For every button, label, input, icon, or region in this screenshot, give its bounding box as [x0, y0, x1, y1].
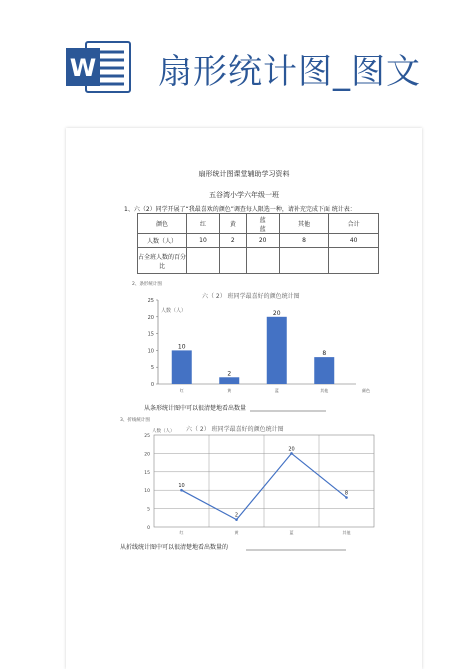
- x-tick-label: 蓝: [289, 530, 294, 535]
- table-cell-text: 蓝: [259, 225, 266, 233]
- bar-chart: [136, 296, 376, 400]
- bar-data-label: 2: [227, 370, 232, 378]
- table-cell: 占全班人数的百分比: [138, 248, 187, 274]
- table-cell: [279, 248, 329, 274]
- banner: [0, 0, 474, 118]
- bar-note-underline: [250, 410, 326, 412]
- line-section-label: 3、折线统计图: [120, 418, 150, 423]
- table-row: [138, 234, 379, 248]
- line-chart-title: 六（ 2） 班同学最喜好的颜色统计图: [186, 426, 284, 433]
- line-note: 从折线统计图中可以很清楚地看出数量的: [120, 544, 229, 551]
- table-cell: 8: [279, 234, 329, 248]
- word-logo-letter: W: [69, 54, 97, 82]
- table-cell: 红: [187, 214, 220, 234]
- stats-table: [137, 213, 379, 274]
- x-tick-label: 其他: [342, 530, 351, 535]
- point-data-label: 10: [178, 483, 185, 490]
- bar-data-label: 8: [322, 350, 327, 358]
- y-tick-label: 25: [144, 434, 150, 439]
- table-cell: [246, 248, 279, 274]
- y-tick-label: 10: [147, 348, 154, 355]
- table-cell: 10: [187, 234, 220, 248]
- y-axis-title: 人数（人）: [152, 429, 175, 434]
- doc-title: 扇形统计图课堂辅助学习资料: [198, 170, 290, 178]
- y-tick-label: 15: [147, 331, 154, 338]
- x-tick-label: 红: [179, 530, 184, 535]
- word-logo-icon: [64, 38, 134, 96]
- bar-data-label: 20: [272, 309, 281, 317]
- y-tick-label: 15: [144, 470, 150, 476]
- table-cell: [246, 214, 279, 234]
- y-tick-label: 5: [150, 365, 154, 372]
- bar-data-label: 10: [177, 343, 186, 351]
- bar: [314, 357, 334, 384]
- y-tick-label: 25: [147, 298, 154, 304]
- x-tick-label: 黄: [227, 388, 232, 393]
- document-page: [66, 128, 422, 669]
- y-axis-title: 人数（人）: [161, 308, 187, 314]
- y-tick-label: 5: [147, 507, 150, 513]
- table-cell: 合计: [329, 214, 379, 234]
- y-tick-label: 10: [144, 489, 150, 495]
- table-cell: [329, 248, 379, 274]
- line-note-underline: [246, 549, 346, 551]
- x-tick-label: 其他: [320, 388, 329, 393]
- bar-chart-title: 六（ 2） 班同学最喜好的颜色统计图: [202, 293, 300, 300]
- table-cell: 黄: [219, 214, 246, 234]
- table-cell: 2: [219, 234, 246, 248]
- table-cell-text: 蓝: [259, 216, 266, 224]
- x-tick-label: 蓝: [274, 388, 279, 393]
- table-cell: 颜色: [138, 214, 187, 234]
- data-point: [345, 496, 348, 499]
- line-chart: [114, 421, 378, 539]
- data-point: [235, 518, 238, 521]
- table-cell: 40: [329, 234, 379, 248]
- table-cell: [219, 248, 246, 274]
- table-row: [138, 248, 379, 274]
- table-cell: 20: [246, 234, 279, 248]
- bar: [172, 350, 192, 384]
- x-tick-label: 红: [179, 388, 184, 393]
- data-point: [290, 452, 293, 455]
- table-cell: [187, 248, 220, 274]
- y-tick-label: 0: [147, 526, 150, 531]
- table-cell: 人数（人）: [138, 234, 187, 248]
- bar-note: 从条形统计图中可以很清楚地看出数量: [144, 405, 247, 412]
- bar-section-label: 2、条形统计图: [132, 282, 162, 287]
- y-tick-label: 20: [144, 452, 150, 458]
- y-tick-label: 0: [150, 382, 154, 388]
- y-tick-label: 20: [147, 314, 154, 321]
- question-1: 1、六（2）同学开展了“我最喜欢的颜色”调查每人限选一种，请补充完成下面 统计表：: [124, 206, 356, 213]
- banner-title: 扇形统计图_图文: [158, 52, 421, 92]
- bar: [219, 377, 239, 384]
- point-data-label: 20: [288, 446, 295, 453]
- bar: [267, 317, 287, 384]
- point-data-label: 2: [234, 512, 239, 519]
- x-tick-label: 黄: [234, 530, 239, 535]
- table-row: [138, 214, 379, 234]
- x-axis-title: 颜色: [362, 388, 370, 393]
- data-point: [180, 489, 183, 492]
- table-cell: 其他: [279, 214, 329, 234]
- point-data-label: 8: [344, 490, 349, 497]
- doc-school: 五谷湾小学六年级一班: [209, 191, 279, 199]
